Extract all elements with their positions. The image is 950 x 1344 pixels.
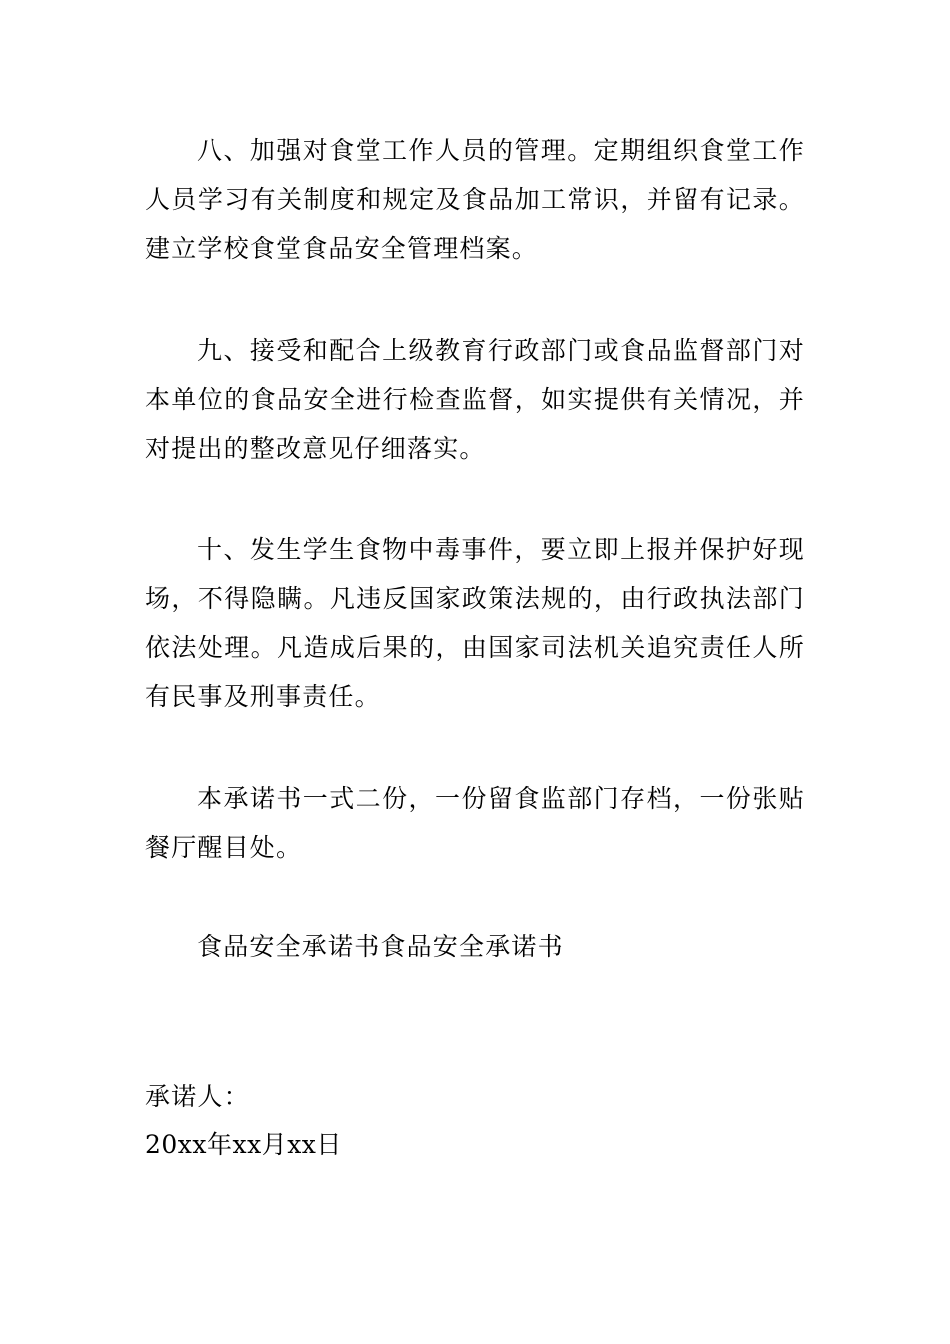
signer-label: 承诺人： — [145, 1082, 250, 1111]
commitment-title-line: 食品安全承诺书食品安全承诺书 — [197, 932, 564, 961]
paragraph-copies-note: 本承诺书一式二份，一份留食监部门存档，一份张贴餐厅醒目处。 — [145, 784, 805, 862]
paragraph-item-10: 十、发生学生食物中毒事件，要立即上报并保护好现场，不得隐瞒。凡违反国家政策法规的，由行政执法部门依法处理。凡造成后果的，由国家司法机关追究责任人所有民事及刑事责任。 — [145, 535, 805, 711]
paragraph-item-8: 八、加强对食堂工作人员的管理。定期组织食堂工作人员学习有关制度和规定及食品加工常识，并留有记录。建立学校食堂食品安全管理档案。 — [145, 136, 805, 263]
signature-date: 20xx年xx月xx日 — [145, 1130, 342, 1159]
paragraph-item-9: 九、接受和配合上级教育行政部门或食品监督部门对本单位的食品安全进行检查监督，如实提供有关情况，并对提出的整改意见仔细落实。 — [145, 336, 805, 463]
